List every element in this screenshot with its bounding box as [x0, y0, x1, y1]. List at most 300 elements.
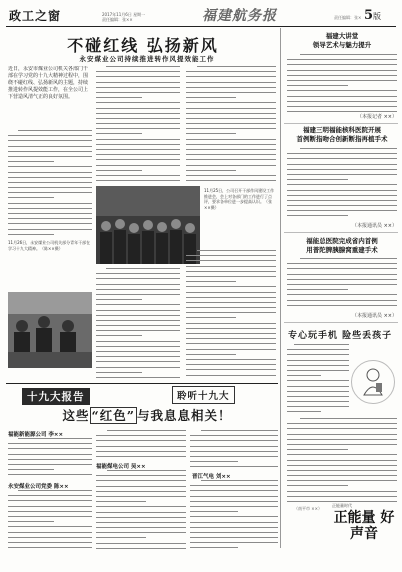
- text-line: [287, 449, 348, 450]
- text-line: [8, 218, 92, 219]
- text-line: [96, 315, 180, 316]
- text-line: [190, 537, 278, 538]
- text-line: [96, 170, 142, 171]
- lead-body-col3: [186, 66, 276, 184]
- text-line: [8, 203, 92, 204]
- text-line: [287, 375, 321, 376]
- text-line: [287, 501, 397, 502]
- text-line: [8, 469, 54, 470]
- text-line: [186, 118, 276, 119]
- text-line: [96, 165, 180, 166]
- text-line: [186, 302, 276, 303]
- text-line: [8, 197, 54, 198]
- text-line: [96, 506, 186, 507]
- text-line: [96, 159, 180, 160]
- text-line: [201, 480, 278, 481]
- photo-caption-left: 11月26日，永安煤业公司机关部分青年干部在学习十九大精神。（陈××摄）: [8, 240, 91, 251]
- text-line: [96, 87, 180, 88]
- text-line: [8, 454, 92, 455]
- phone-cartoon-icon: [352, 361, 394, 403]
- text-line: [186, 159, 276, 160]
- text-line: [287, 279, 397, 280]
- text-line: [8, 208, 92, 209]
- text-line: [8, 480, 92, 481]
- text-line: [186, 123, 276, 124]
- text-line: [96, 278, 180, 279]
- text-line: [96, 139, 180, 140]
- section-title: 政工之窗: [9, 9, 62, 23]
- text-line: [287, 391, 349, 392]
- text-line: [96, 446, 186, 447]
- photo-image: [96, 186, 200, 264]
- text-line: [96, 113, 180, 114]
- text-line: [287, 75, 397, 76]
- editor-credit: 责任编辑：张×: [334, 15, 362, 20]
- text-line: [186, 323, 276, 324]
- text-line: [186, 328, 276, 329]
- text-line: [287, 386, 349, 387]
- text-line: [8, 443, 92, 444]
- text-line: [190, 522, 278, 523]
- text-line: [96, 144, 180, 145]
- text-line: [96, 330, 180, 331]
- text-line: [186, 165, 276, 166]
- text-line: [96, 76, 180, 77]
- text-line: [8, 526, 92, 527]
- text-line: [197, 250, 276, 251]
- text-line: [197, 66, 276, 67]
- text-line: [287, 64, 397, 65]
- text-line: [186, 312, 276, 313]
- text-line: [190, 516, 278, 517]
- text-line: [96, 299, 142, 300]
- right-note-1: （本报记者 ××）: [357, 114, 397, 120]
- text-line: [186, 139, 276, 140]
- text-line: [8, 213, 92, 214]
- text-line: [287, 174, 397, 175]
- text-line: [96, 118, 180, 119]
- lead-body-col3b: [186, 250, 276, 380]
- text-line: [190, 532, 278, 533]
- right-body-1: [287, 54, 397, 112]
- text-line: [190, 485, 278, 486]
- text-line: [287, 289, 348, 290]
- text-line: [287, 153, 397, 154]
- column-divider: [280, 28, 281, 548]
- text-line: [8, 192, 92, 193]
- text-line: [8, 166, 92, 167]
- text-line: [96, 527, 186, 528]
- text-line: [186, 255, 276, 256]
- text-line: [190, 542, 278, 543]
- text-line: [287, 169, 397, 170]
- text-line: [96, 289, 180, 290]
- text-line: [287, 401, 349, 402]
- text-line: [96, 108, 180, 109]
- text-line: [287, 454, 397, 455]
- column-byline: （南平市 ××）: [294, 506, 322, 511]
- text-line: [18, 130, 92, 131]
- text-line: [186, 97, 236, 98]
- text-line: [96, 367, 180, 368]
- text-line: [287, 190, 397, 191]
- text-line: [8, 532, 92, 533]
- text-line: [287, 284, 397, 285]
- text-line: [287, 164, 397, 165]
- right-headline-2: 福建三明福能核科医院开展: [303, 126, 381, 134]
- text-line: [186, 369, 276, 370]
- text-line: [287, 380, 349, 381]
- text-line: [96, 175, 180, 176]
- text-line: [300, 418, 397, 419]
- text-line: [287, 370, 349, 371]
- lead-lede: 近日，永安市煤业公司机关各部门干部在学习党的十九大精神过程中，围绕不碰红线、弘扬新风的主题，持续推进转作风提效能工作，在全公司上下营造风清气正的良好氛围。: [8, 66, 89, 100]
- text-line: [287, 470, 397, 471]
- text-line: [96, 451, 186, 452]
- text-line: [8, 521, 54, 522]
- banner-slogan: 这些 “红色” 与我息息相关！: [62, 408, 232, 423]
- text-line: [8, 187, 92, 188]
- text-line: [287, 444, 397, 445]
- lead-photo-meeting: [8, 292, 92, 368]
- text-line: [96, 97, 142, 98]
- page-header: [6, 5, 396, 27]
- text-line: [96, 522, 186, 523]
- text-line: [186, 180, 276, 181]
- text-line: [96, 377, 180, 378]
- text-line: [186, 271, 276, 272]
- text-line: [186, 343, 276, 344]
- text-line: [186, 133, 236, 134]
- text-line: [287, 411, 321, 412]
- text-line: [287, 179, 348, 180]
- article-body-1: [8, 438, 92, 480]
- text-line: [186, 71, 276, 72]
- column-body-bottom: [287, 418, 397, 504]
- text-line: [96, 537, 146, 538]
- text-line: [96, 543, 186, 544]
- text-line: [96, 335, 142, 336]
- text-line: [287, 434, 397, 435]
- text-line: [8, 151, 92, 152]
- text-line: [190, 446, 278, 447]
- text-line: [287, 268, 397, 269]
- text-line: [287, 300, 397, 301]
- text-line: [186, 170, 236, 171]
- text-line: [186, 338, 276, 339]
- text-line: [186, 113, 276, 114]
- right-note-3: （本报通讯员 ××）: [352, 313, 397, 319]
- text-line: [186, 266, 276, 267]
- text-line: [201, 430, 278, 431]
- right-separator: [284, 123, 398, 124]
- photo-image: [8, 292, 92, 368]
- right-separator: [284, 322, 398, 323]
- photo-caption-center: 11月25日，公司召开干部作风建设工作推进会，会上对各部门的工作进行了点评，要求各单位进一步提高认识。（张××摄）: [204, 188, 275, 210]
- text-line: [8, 223, 92, 224]
- text-line: [96, 356, 180, 357]
- text-line: [190, 547, 238, 548]
- issue-info: 2017年11月6日 星期一 责任编辑：张××: [102, 12, 146, 22]
- text-line: [287, 210, 397, 211]
- text-line: [96, 501, 146, 502]
- text-line: [186, 349, 276, 350]
- positive-energy-title: 正能量 好声音: [333, 510, 395, 542]
- text-line: [300, 148, 397, 149]
- lead-body-col2: [96, 66, 180, 184]
- text-line: [8, 135, 92, 136]
- text-line: [300, 258, 397, 259]
- right-headline-1: 福建大讲堂: [325, 32, 359, 40]
- masthead-logo: 福建航务报: [202, 8, 277, 24]
- text-line: [8, 511, 92, 512]
- text-line: [8, 140, 92, 141]
- text-line: [287, 184, 397, 185]
- text-line: [287, 263, 397, 264]
- article-head-1: 福能新能源公司 李××: [8, 432, 64, 438]
- text-line: [287, 305, 397, 306]
- text-line: [287, 111, 397, 112]
- text-line: [96, 491, 186, 492]
- banner-tag-left: 十九大报告: [22, 388, 90, 405]
- lead-body-col1: [8, 130, 92, 236]
- text-line: [190, 461, 238, 462]
- text-line: [96, 310, 180, 311]
- text-line: [186, 354, 236, 355]
- text-line: [186, 297, 276, 298]
- text-line: [287, 80, 397, 81]
- text-line: [287, 465, 397, 466]
- lead-headline: 不碰红线 弘扬新风: [67, 36, 219, 55]
- text-line: [287, 106, 397, 107]
- text-line: [96, 304, 180, 305]
- text-line: [186, 307, 276, 308]
- text-line: [190, 456, 278, 457]
- text-line: [8, 500, 92, 501]
- text-line: [287, 96, 397, 97]
- text-line: [287, 480, 397, 481]
- text-line: [186, 333, 276, 334]
- text-line: [287, 365, 349, 366]
- text-line: [96, 517, 186, 518]
- text-line: [96, 102, 180, 103]
- right-headline-3: 福能总医院完成省内首例: [306, 237, 378, 245]
- text-line: [107, 470, 186, 471]
- text-line: [287, 101, 397, 102]
- right-body-3: [287, 258, 397, 310]
- text-line: [8, 537, 92, 538]
- text-line: [8, 161, 54, 162]
- text-line: [96, 475, 186, 476]
- text-line: [287, 460, 397, 461]
- text-line: [186, 144, 276, 145]
- congress-report-banner: [6, 383, 278, 427]
- text-line: [186, 281, 236, 282]
- text-line: [190, 501, 278, 502]
- text-line: [190, 496, 278, 497]
- text-line: [96, 480, 186, 481]
- text-line: [96, 71, 180, 72]
- text-line: [287, 396, 349, 397]
- article-body-3: [96, 470, 186, 550]
- text-line: [96, 320, 180, 321]
- text-line: [186, 149, 276, 150]
- text-line: [186, 375, 276, 376]
- text-line: [287, 439, 397, 440]
- text-line: [8, 459, 92, 460]
- text-line: [8, 547, 92, 548]
- text-line: [96, 532, 186, 533]
- text-line: [8, 474, 92, 475]
- right-headline-1b: 领导艺术与魅力提升: [312, 41, 372, 49]
- text-line: [96, 351, 180, 352]
- text-line: [287, 215, 348, 216]
- text-line: [287, 294, 397, 295]
- text-line: [287, 59, 397, 60]
- text-line: [8, 146, 92, 147]
- text-line: [96, 82, 180, 83]
- article-head-3: 福能煤电公司 吴××: [96, 464, 146, 470]
- text-line: [18, 438, 92, 439]
- page-number: 5版: [364, 8, 382, 23]
- text-line: [8, 234, 54, 235]
- text-line: [287, 485, 348, 486]
- lead-subheadline: 永安煤业公司持续推进转作风提效能工作: [79, 55, 215, 63]
- text-line: [8, 448, 92, 449]
- text-line: [186, 317, 236, 318]
- text-line: [18, 490, 92, 491]
- banner-tag-right: 聆听十九大: [172, 386, 235, 404]
- right-separator: [284, 232, 398, 233]
- text-line: [96, 361, 180, 362]
- text-line: [186, 175, 276, 176]
- text-line: [190, 435, 278, 436]
- text-line: [186, 76, 276, 77]
- lead-photo-crowd: [96, 186, 200, 264]
- text-line: [186, 102, 276, 103]
- text-line: [8, 542, 92, 543]
- text-line: [106, 66, 180, 67]
- text-line: [96, 496, 186, 497]
- text-line: [107, 430, 186, 431]
- text-line: [287, 428, 397, 429]
- text-line: [186, 260, 276, 261]
- text-line: [96, 154, 180, 155]
- text-line: [96, 435, 186, 436]
- text-line: [287, 90, 397, 91]
- text-line: [287, 491, 397, 492]
- text-line: [96, 346, 180, 347]
- text-line: [186, 154, 276, 155]
- article-head-2: 永安煤业公司党委 陈××: [8, 484, 69, 490]
- text-line: [96, 149, 180, 150]
- text-line: [8, 229, 92, 230]
- cartoon-illustration: [351, 360, 395, 404]
- right-headline-2b: 首例断指吻合创新断指再植手术: [296, 135, 388, 143]
- text-line: [190, 440, 278, 441]
- text-line: [287, 195, 397, 196]
- text-line: [186, 276, 276, 277]
- text-line: [186, 82, 276, 83]
- text-line: [190, 490, 278, 491]
- text-line: [8, 495, 92, 496]
- text-line: [96, 123, 180, 124]
- column-headline: 专心玩手机 险些丢孩子: [288, 331, 393, 341]
- article-body-4: [190, 480, 278, 550]
- text-line: [287, 496, 397, 497]
- text-line: [96, 128, 180, 129]
- column-body-top: [287, 344, 349, 416]
- text-line: [186, 108, 276, 109]
- text-line: [106, 268, 180, 269]
- text-line: [8, 182, 92, 183]
- text-line: [186, 87, 276, 88]
- text-line: [8, 177, 92, 178]
- text-line: [186, 92, 276, 93]
- text-line: [186, 359, 276, 360]
- article-head-4: 晋江气电 刘××: [192, 474, 231, 480]
- text-line: [287, 423, 397, 424]
- lead-body-col2b: [96, 268, 180, 380]
- text-line: [96, 548, 186, 549]
- positive-energy-tag: 正能量时代: [332, 503, 352, 508]
- text-line: [287, 406, 349, 407]
- text-line: [8, 464, 92, 465]
- right-headline-3b: 用普陀脾胰腺窝重建手术: [306, 246, 378, 254]
- text-line: [96, 486, 186, 487]
- text-line: [287, 349, 349, 350]
- text-line: [190, 466, 278, 467]
- article-body-2: [8, 490, 92, 550]
- text-line: [287, 200, 397, 201]
- text-line: [96, 273, 180, 274]
- text-line: [8, 172, 92, 173]
- text-line: [96, 341, 180, 342]
- article-body-3a: [96, 430, 186, 460]
- text-line: [96, 92, 180, 93]
- text-line: [294, 344, 349, 345]
- text-line: [287, 158, 397, 159]
- text-line: [287, 85, 348, 86]
- text-line: [96, 372, 142, 373]
- text-line: [96, 512, 186, 513]
- text-line: [287, 475, 397, 476]
- text-line: [96, 294, 180, 295]
- text-line: [190, 506, 278, 507]
- article-body-4a: [190, 430, 278, 470]
- text-line: [287, 205, 397, 206]
- text-line: [287, 274, 397, 275]
- text-line: [96, 440, 186, 441]
- text-line: [96, 133, 142, 134]
- text-line: [287, 354, 349, 355]
- text-line: [186, 292, 276, 293]
- text-line: [8, 506, 92, 507]
- text-line: [300, 54, 397, 55]
- text-line: [96, 284, 180, 285]
- text-line: [190, 451, 278, 452]
- text-line: [96, 325, 180, 326]
- text-line: [8, 156, 92, 157]
- text-line: [8, 516, 92, 517]
- text-line: [190, 527, 278, 528]
- right-body-2: [287, 148, 397, 220]
- text-line: [96, 180, 180, 181]
- text-line: [190, 511, 238, 512]
- text-line: [287, 360, 349, 361]
- text-line: [186, 286, 276, 287]
- text-line: [96, 456, 186, 457]
